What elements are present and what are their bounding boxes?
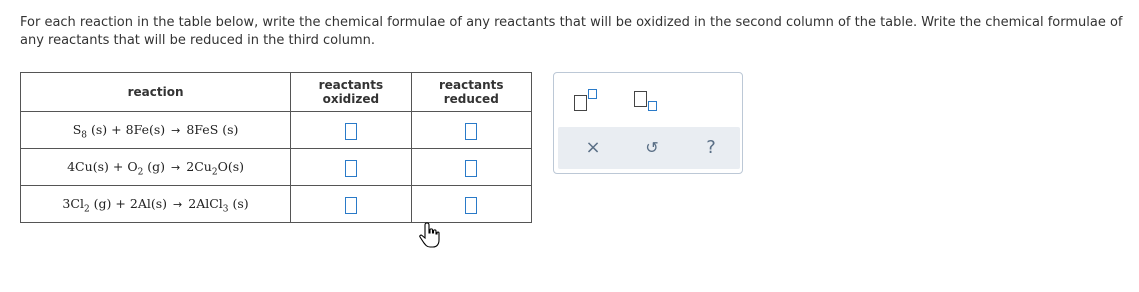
reactant1: S xyxy=(72,122,82,138)
table-row xyxy=(21,112,532,149)
header-reactants-oxidized xyxy=(291,73,411,112)
product-state: (s) xyxy=(227,159,244,175)
plus-sign: + xyxy=(112,159,124,175)
reactant1-subscript: 8 xyxy=(81,130,88,141)
reaction-equation xyxy=(62,196,249,215)
subscript-template-icon[interactable] xyxy=(632,87,666,113)
oxidized-answer-input[interactable] xyxy=(345,160,357,177)
reduced-answer-input[interactable] xyxy=(465,197,477,214)
mouse-pointer-icon xyxy=(418,222,440,248)
reactant1-subscript: 2 xyxy=(83,204,90,215)
subscript-box-icon xyxy=(648,101,657,111)
header-reduced-line1: reactants xyxy=(439,78,504,92)
oxidized-answer-input[interactable] xyxy=(345,123,357,140)
reactant2-subscript: 2 xyxy=(137,167,144,178)
product-subscript: 2 xyxy=(211,167,218,178)
reaction-table xyxy=(20,72,532,223)
base-box-icon xyxy=(634,91,647,107)
reactant1: 4Cu xyxy=(67,159,93,175)
reaction-equation xyxy=(67,159,244,178)
reduced-answer-input[interactable] xyxy=(465,160,477,177)
palette-action-bar xyxy=(558,127,740,169)
instructions-text: For each reaction in the table below, write the chemical formulae of any reactants that will be oxidized in the second column of the table. Write the chemical formulae of any reactants that will be reduced in the third column. xyxy=(20,15,1123,48)
product: 8FeS xyxy=(186,122,219,138)
reduced-answer-cell xyxy=(411,149,531,186)
table-row xyxy=(21,186,532,223)
header-oxidized-line1: reactants xyxy=(318,78,384,92)
clear-x-icon[interactable]: × xyxy=(585,137,601,158)
oxidized-answer-cell xyxy=(291,186,411,223)
header-reduced-line2: reduced xyxy=(443,92,499,106)
reaction-arrow-icon: → xyxy=(171,161,181,175)
formula-palette xyxy=(553,72,743,174)
product-state: (s) xyxy=(232,196,249,212)
reactant2: 8Fe xyxy=(125,122,149,138)
reaction-cell xyxy=(21,149,291,186)
product: 2AlCl xyxy=(188,196,223,212)
base-box-icon xyxy=(574,95,587,111)
reaction-equation xyxy=(72,122,239,141)
oxidized-answer-input[interactable] xyxy=(345,197,357,214)
plus-sign: + xyxy=(115,196,126,212)
reduced-answer-cell xyxy=(411,112,531,149)
reaction-cell xyxy=(21,112,291,149)
reduced-answer-input[interactable] xyxy=(465,123,477,140)
undo-icon[interactable]: ↺ xyxy=(645,138,659,157)
plus-sign: + xyxy=(111,122,122,138)
superscript-template-icon[interactable] xyxy=(572,87,606,113)
header-oxidized-line2: oxidized xyxy=(322,92,380,106)
reactant1-state: (s) xyxy=(92,159,109,175)
reactant1-state: (g) xyxy=(93,196,112,212)
reactant1: 3Cl xyxy=(62,196,84,212)
oxidized-answer-cell xyxy=(291,112,411,149)
header-reaction: reaction xyxy=(21,73,291,112)
reactant2-state: (g) xyxy=(147,159,166,175)
reaction-cell xyxy=(21,186,291,223)
table-row xyxy=(21,149,532,186)
reactant2-state: (s) xyxy=(148,122,166,138)
product-part-b: O xyxy=(217,159,228,175)
superscript-box-icon xyxy=(588,89,597,99)
reaction-arrow-icon: → xyxy=(171,124,181,138)
help-question-icon[interactable]: ? xyxy=(706,137,716,158)
product-part-a: 2Cu xyxy=(186,159,212,175)
header-reactants-reduced xyxy=(411,73,531,112)
product-state: (s) xyxy=(222,122,239,138)
product-subscript: 3 xyxy=(222,204,229,215)
reduced-answer-cell xyxy=(411,186,531,223)
reactant2: 2Al xyxy=(129,196,151,212)
oxidized-answer-cell xyxy=(291,149,411,186)
reactant2-state: (s) xyxy=(150,196,168,212)
reactant2: O xyxy=(127,159,138,175)
table-header-row xyxy=(21,73,532,112)
reaction-arrow-icon: → xyxy=(173,198,183,212)
reactant1-state: (s) xyxy=(91,122,108,138)
